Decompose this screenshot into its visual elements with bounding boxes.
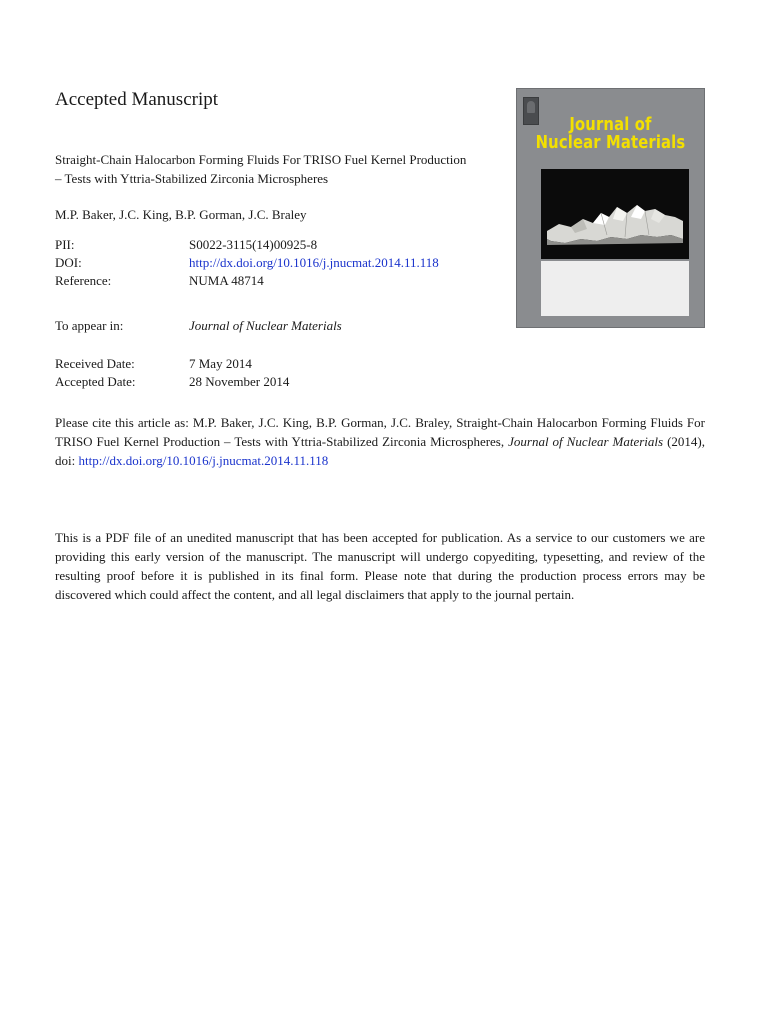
page-heading: Accepted Manuscript [55,89,219,110]
accepted-row [55,373,289,391]
received-label: Received Date: [55,356,135,371]
appear-row [55,317,342,335]
article-authors: M.P. Baker, J.C. King, B.P. Gorman, J.C. Braley [55,207,307,222]
cover-title-line-2: Nuclear Materials [535,132,686,153]
appear-in [55,317,342,335]
accepted-label: Accepted Date: [55,374,136,389]
received-row [55,355,289,373]
manuscript-notice: This is a PDF file of an unedited manuscript that has been accepted for publication. As a service to our customers we are providing this early version of the manuscript. The manuscript will undergo copyediting, typesetting, and review of the resulting proof before it is published in its final form. Please note that during the production process errors may be discovered which could affect the content, and all legal disclaimers that apply to the journal pertain. [55,530,705,602]
pii-row [55,236,439,254]
appear-label: To appear in: [55,318,124,333]
article-title-line-1: Straight-Chain Halocarbon Forming Fluids For TRISO Fuel Kernel Production [55,152,467,167]
cover-lower-panel [541,261,689,316]
pii-value: S0022-3115(14)00925-8 [189,237,318,252]
reference-label: Reference: [55,273,112,288]
doi-label: DOI: [55,255,82,270]
citation-journal: Journal of Nuclear Materials [508,434,664,449]
citation-middle: (2014), doi: [55,434,705,468]
cover-micrograph [541,169,689,259]
doi-row [55,254,439,272]
article-title [55,150,510,188]
pii-label: PII: [55,237,75,252]
article-dates [55,355,289,391]
citation-paragraph [55,413,705,470]
cover-image [541,169,689,259]
cover-title-line-1: Journal of [569,114,652,135]
citation-doi-link[interactable]: http://dx.doi.org/10.1016/j.jnucmat.2014.11.118 [78,453,329,468]
reference-row [55,272,439,290]
doi-link[interactable]: http://dx.doi.org/10.1016/j.jnucmat.2014.11.118 [189,255,439,270]
accepted-date: 28 November 2014 [189,374,290,389]
journal-cover [516,88,705,328]
citation-prefix: Please cite this article as: M.P. Baker, J.C. King, B.P. Gorman, J.C. Braley, Straight-Chain Halocarbon Forming Fluids For TRISO Fuel Kernel Production – Tests with Yttria-Stabilized Zirconia Microspheres, [55,415,705,449]
received-date: 7 May 2014 [189,356,252,371]
article-title-line-2: – Tests with Yttria-Stabilized Zirconia Microspheres [55,171,329,186]
appear-journal: Journal of Nuclear Materials [189,318,342,333]
cover-journal-title [534,116,687,152]
reference-value: NUMA 48714 [189,273,264,288]
article-identifiers [55,236,439,290]
